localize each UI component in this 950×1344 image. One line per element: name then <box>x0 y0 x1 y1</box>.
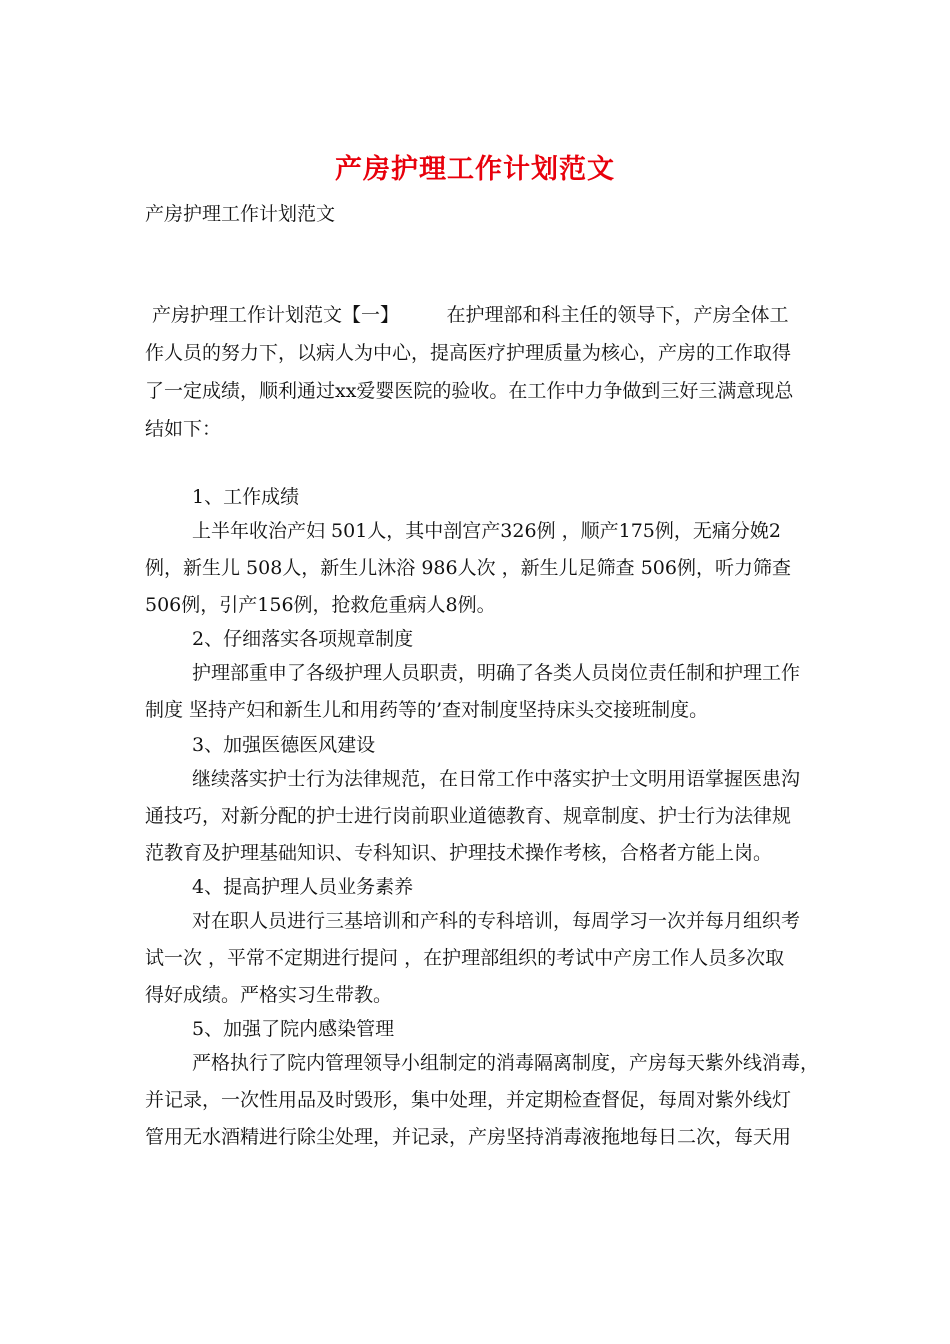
paragraph-line: 制度 坚持产妇和新生儿和用药等的’查对制度坚持床头交接班制度。 <box>145 699 709 721</box>
paragraph-line: 继续落实护士行为法律规范，在日常工作中落实护士文明用语掌握医患沟 <box>192 768 801 790</box>
paragraph-line: 管用无水酒精进行除尘处理，并记录，产房坚持消毒液拖地每日二次，每天用 <box>145 1126 792 1148</box>
paragraph-line: 例，新生儿 508人，新生儿沐浴 986人次 ，新生儿足筛查 506例，听力筛查 <box>145 557 791 579</box>
paragraph-line: 范教育及护理基础知识、专科知识、护理技术操作考核，合格者方能上岗。 <box>145 842 773 864</box>
paragraph-line: 上半年收治产妇 501人，其中剖宫产326例 ，顺产175例，无痛分娩2 <box>192 520 781 542</box>
section-heading: 1、工作成绩 <box>192 486 300 508</box>
section-heading: 4、提高护理人员业务素养 <box>192 876 414 898</box>
intro-line: 作人员的努力下，以病人为中心，提高医疗护理质量为核心，产房的工作取得 <box>145 342 792 364</box>
section-heading: 3、加强医德医风建设 <box>192 734 376 756</box>
paragraph-line: 严格执行了院内管理领导小组制定的消毒隔离制度，产房每天紫外线消毒， <box>192 1052 820 1074</box>
intro-line: 结如下： <box>145 418 222 440</box>
document-title: 产房护理工作计划范文 <box>335 154 615 185</box>
paragraph-line: 506例，引产156例，抢救危重病人8例。 <box>145 594 496 616</box>
paragraph-line: 并记录，一次性用品及时毁形，集中处理，并定期检查督促，每周对紫外线灯 <box>145 1089 792 1111</box>
paragraph-line: 护理部重申了各级护理人员职责，明确了各类人员岗位责任制和护理工作 <box>192 662 801 684</box>
section-heading: 5、加强了院内感染管理 <box>192 1018 395 1040</box>
section-heading: 2、仔细落实各项规章制度 <box>192 628 414 650</box>
paragraph-line: 通技巧，对新分配的护士进行岗前职业道德教育、规章制度、护士行为法律规 <box>145 805 792 827</box>
intro-line: 产房护理工作计划范文【一】 在护理部和科主任的领导下，产房全体工 <box>152 304 789 326</box>
paragraph-line: 得好成绩。严格实习生带教。 <box>145 984 393 1006</box>
paragraph-line: 对在职人员进行三基培训和产科的专科培训，每周学习一次并每月组织考 <box>192 910 801 932</box>
paragraph-line: 试一次 ，平常不定期进行提问 ，在护理部组织的考试中产房工作人员多次取 <box>145 947 785 969</box>
document-subtitle: 产房护理工作计划范文 <box>145 203 336 225</box>
intro-line: 了一定成绩，顺利通过xx爱婴医院的验收。在工作中力争做到三好三满意现总 <box>145 380 794 402</box>
